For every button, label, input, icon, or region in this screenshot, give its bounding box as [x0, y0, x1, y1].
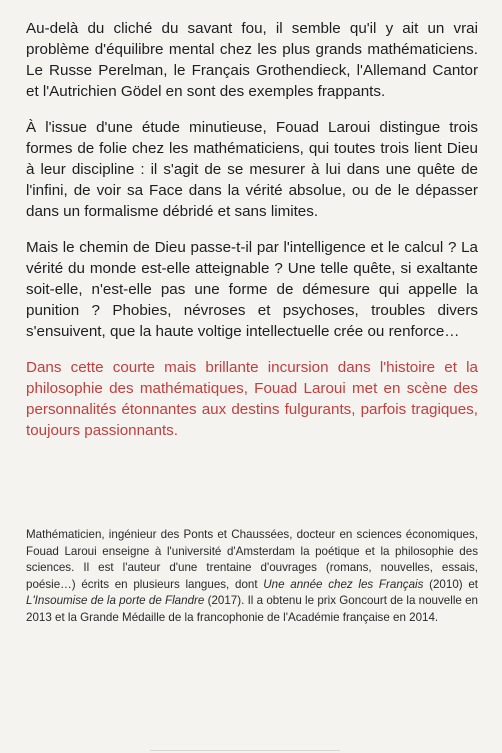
- paragraph-intro: Au-delà du cliché du savant fou, il semble qu'il y ait un vrai problème d'équilibre mental chez les plus grands mathématiciens. Le Russe Perelman, le Français Grothendieck, l'Allemand Cantor et l'Autrichien Gödel en sont des exemples frappants.: [26, 20, 478, 100]
- bio-text-2: (2010) et: [423, 577, 479, 591]
- divider: [150, 750, 340, 751]
- paragraph-questions: Mais le chemin de Dieu passe-t-il par l'intelligence et le calcul ? La vérité du monde est-elle atteignable ? Une telle quête, si exaltante soit-elle, n'est-elle pas une forme de démesure qui appelle la punition ? Phobies, névroses et psychoses, troubles divers s'ensuivent, que la haute voltige intellectuelle crée ou renforce…: [26, 239, 478, 340]
- paragraph-study: À l'issue d'une étude minutieuse, Fouad Laroui distingue trois formes de folie chez les mathématiciens, qui toutes trois lient Dieu à leur discipline : il s'agit de se mesurer à lui dans une quête de l'infini, de voir sa Face dans la vérité absolue, ou de le dépasser dans un formalisme débridé et sans limites.: [26, 119, 478, 220]
- bio-text-3: (2017). Il a obtenu le prix Goncourt de la nouvelle en 2013 et la Grande Médaille de la francophonie de l'Académie française en 2014.: [26, 594, 478, 624]
- bio-text-1: Mathématicien, ingénieur des Ponts et Chaussées, docteur en sciences économiques, Fouad Laroui enseigne à l'université d'Amsterdam la poétique et la philosophie des sciences. Il est l'auteur d'une trentaine d'ouvrages (romans, nouvelles, essais, poésie…) écrits en plusieurs langues, dont: [26, 528, 478, 591]
- book-title-2: L'Insoumise de la porte de Flandre: [26, 594, 205, 608]
- highlight-paragraph: Dans cette courte mais brillante incursion dans l'histoire et la philosophie des mathématiques, Fouad Laroui met en scène des personnalités étonnantes aux destins fulgurants, parfois tragiques, toujours passionnants.: [26, 359, 478, 439]
- author-bio: [26, 527, 478, 627]
- book-title-1: Une année chez les Français: [263, 577, 424, 591]
